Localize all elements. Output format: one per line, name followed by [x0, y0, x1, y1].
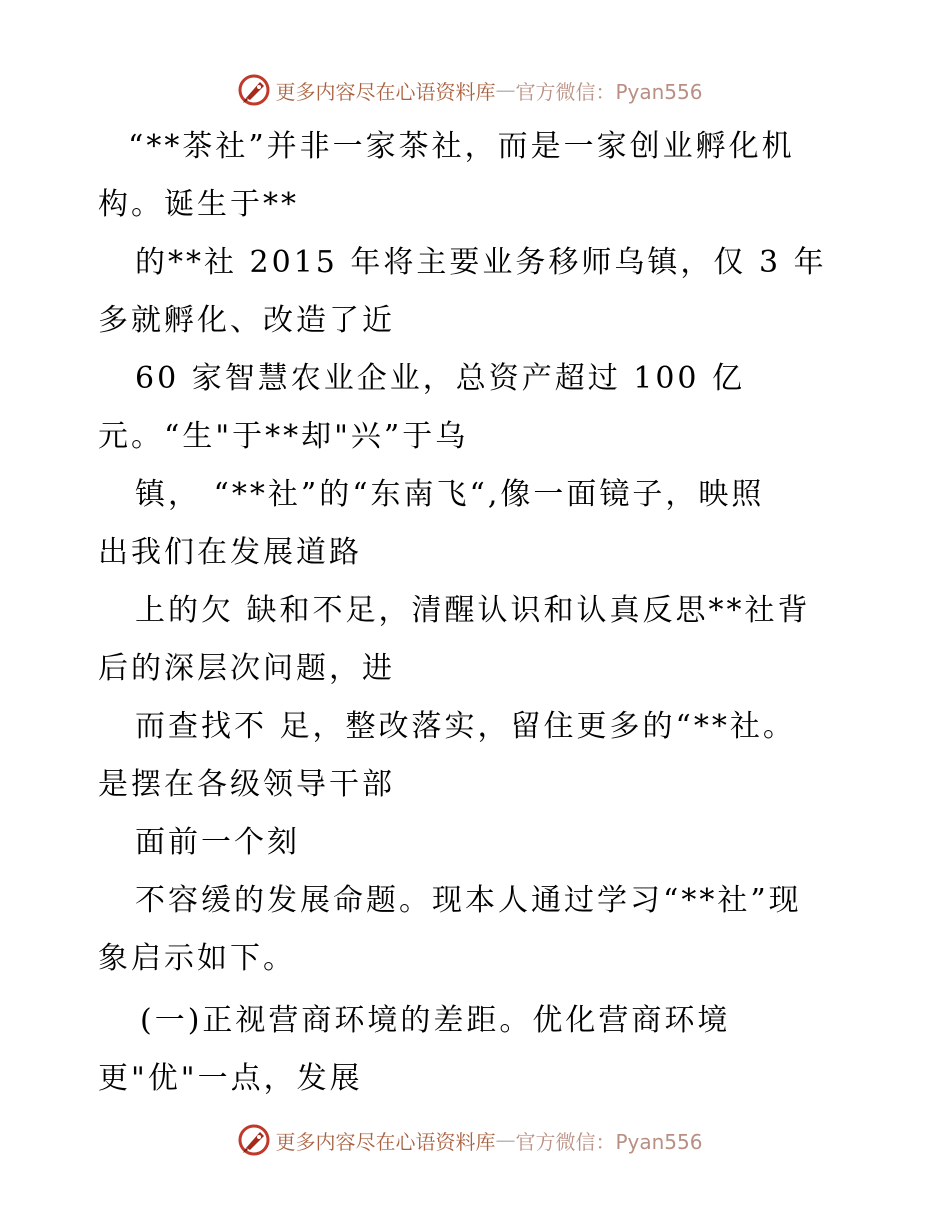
body-line: 60 家智慧农业企业，总资产超过 100 亿: [135, 361, 746, 396]
body-line: “**茶社”并非一家茶社，而是一家创业孵化机: [128, 129, 795, 164]
watermark-contact-text: 官方微信：Pyan556: [515, 79, 703, 104]
watermark-dash: —: [495, 78, 516, 102]
pen-nib-logo-icon: [237, 73, 271, 107]
header-watermark: [0, 70, 950, 110]
footer-watermark: [0, 1120, 950, 1160]
watermark-brand-text: 更多内容尽在心语资料库: [275, 79, 496, 104]
body-line: 多就孵化、改造了近: [98, 303, 395, 338]
body-line: 构。诞生于**: [98, 187, 299, 222]
watermark-contact-text: 官方微信：Pyan556: [515, 1129, 703, 1154]
body-line: 镇， “**社”的“东南飞“,像一面镜子，映照: [135, 477, 765, 512]
body-line: 后的深层次问题，进: [98, 651, 395, 686]
body-line: 而查找不 足，整改落实，留住更多的“**社。: [135, 709, 796, 744]
body-line: 是摆在各级领导干部: [98, 767, 395, 802]
body-line: 更"优"一点，发展: [98, 1061, 363, 1096]
watermark-brand-text: 更多内容尽在心语资料库: [275, 1129, 496, 1154]
body-line: 不容缓的发展命题。现本人通过学习“**社”现: [135, 883, 802, 918]
body-line: (一)正视营商环境的差距。优化营商环境: [140, 1003, 731, 1038]
body-line: 出我们在发展道路: [98, 535, 362, 570]
body-line: 元。“生"于**却"兴”于乌: [98, 419, 469, 454]
body-line: 面前一个刻: [135, 825, 300, 860]
pen-nib-logo-icon: [237, 1123, 271, 1157]
body-line: 象启示如下。: [98, 941, 296, 976]
body-line: 的**社 2015 年将主要业务移师乌镇，仅 3 年: [135, 245, 827, 280]
watermark-dash: —: [495, 1128, 516, 1152]
body-line: 上的欠 缺和不足，清醒认识和认真反思**社背: [135, 593, 811, 628]
